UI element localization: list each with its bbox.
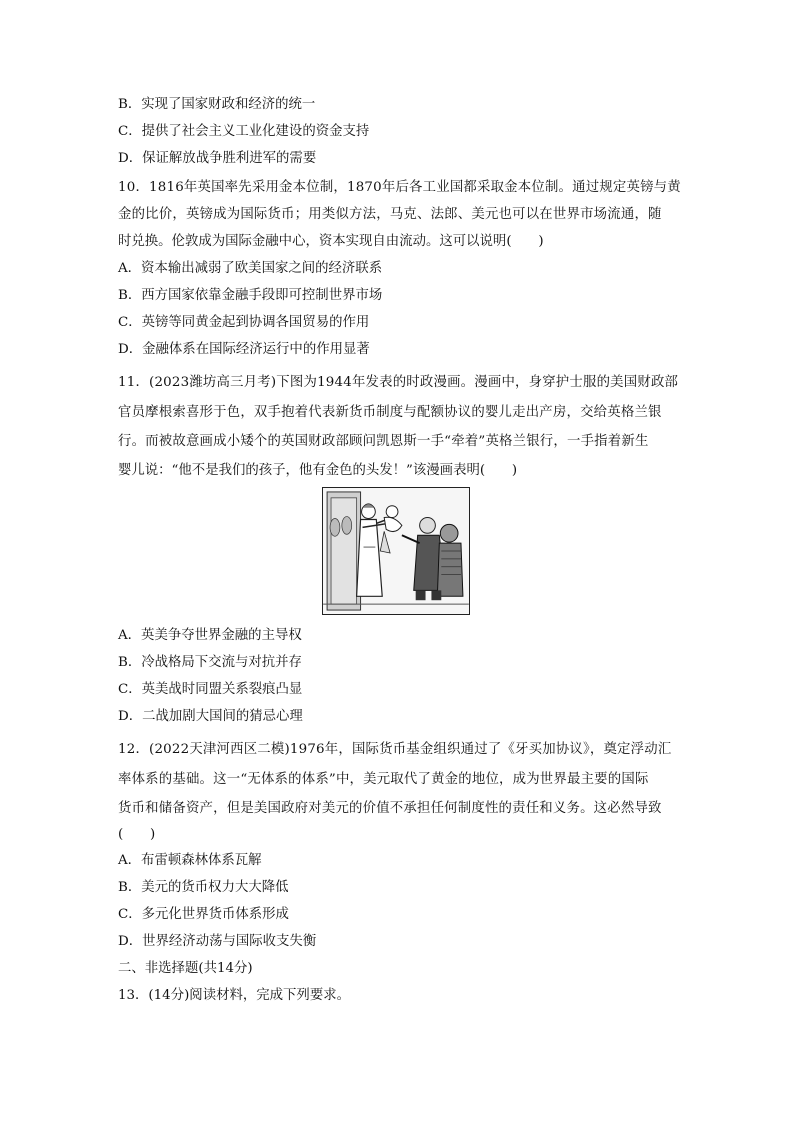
- q11-stem-line-1: 11．(2023潍坊高三月考)下图为1944年发表的时政漫画。漫画中，身穿护士服的美国财政部: [118, 375, 679, 390]
- q9-option-c: C．提供了社会主义工业化建设的资金支持: [118, 124, 370, 139]
- section-heading-non-choice: 二、非选择题(共14分): [118, 961, 253, 976]
- q11-stem-line-2: 官员摩根索喜形于色，双手抱着代表新货币制度与配额协议的婴儿走出产房，交给英格兰银: [118, 405, 662, 420]
- q11-stem-line-3: 行。而被故意画成小矮个的英国财政部顾问凯恩斯一手“牵着”英格兰银行，一手指着新生: [118, 434, 649, 449]
- q10-option-c: C．英镑等同黄金起到协调各国贸易的作用: [118, 315, 370, 330]
- q13-stem: 13．(14分)阅读材料，完成下列要求。: [118, 988, 350, 1003]
- q11-option-b: B．冷战格局下交流与对抗并存: [118, 655, 302, 670]
- political-cartoon-image: [322, 487, 470, 615]
- q12-option-a: A．布雷顿森林体系瓦解: [118, 853, 262, 868]
- q11-option-d: D．二战加剧大国间的猜忌心理: [118, 709, 303, 724]
- q10-stem-line-1: 10．1816年英国率先采用金本位制，1870年后各工业国都采取金本位制。通过规定英镑与黄: [118, 180, 681, 195]
- q10-stem-line-2: 金的比价，英镑成为国际货币；用类似方法，马克、法郎、美元也可以在世界市场流通，随: [118, 207, 662, 222]
- q11-stem-line-4: 婴儿说：“他不是我们的孩子，他有金色的头发！”该漫画表明( ): [118, 463, 518, 478]
- q12-option-d: D．世界经济动荡与国际收支失衡: [118, 934, 317, 949]
- q10-option-a: A．资本输出减弱了欧美国家之间的经济联系: [118, 261, 383, 276]
- q9-option-d: D．保证解放战争胜利进军的需要: [118, 151, 317, 166]
- q12-option-c: C．多元化世界货币体系形成: [118, 907, 289, 922]
- q10-option-d: D．金融体系在国际经济运行中的作用显著: [118, 342, 370, 357]
- q10-stem-line-3: 时兑换。伦敦成为国际金融中心，资本实现自由流动。这可以说明( ): [118, 234, 544, 249]
- q10-option-b: B．西方国家依靠金融手段即可控制世界市场: [118, 288, 383, 303]
- q11-option-c: C．英美战时同盟关系裂痕凸显: [118, 682, 303, 697]
- q11-option-a: A．英美争夺世界金融的主导权: [118, 628, 302, 643]
- q12-stem-line-3: 货币和储备资产，但是美国政府对美元的价值不承担任何制度性的责任和义务。这必然导致: [118, 801, 662, 816]
- q12-stem-line-4: ( ): [118, 827, 156, 842]
- q9-option-b: B．实现了国家财政和经济的统一: [118, 97, 316, 112]
- q12-stem-line-2: 率体系的基础。这一“无体系的体系”中，美元取代了黄金的地位，成为世界最主要的国际: [118, 772, 649, 787]
- q12-stem-line-1: 12．(2022天津河西区二模)1976年，国际货币基金组织通过了《牙买加协议》，奠定浮动汇: [118, 742, 672, 757]
- q12-option-b: B．美元的货币权力大大降低: [118, 880, 289, 895]
